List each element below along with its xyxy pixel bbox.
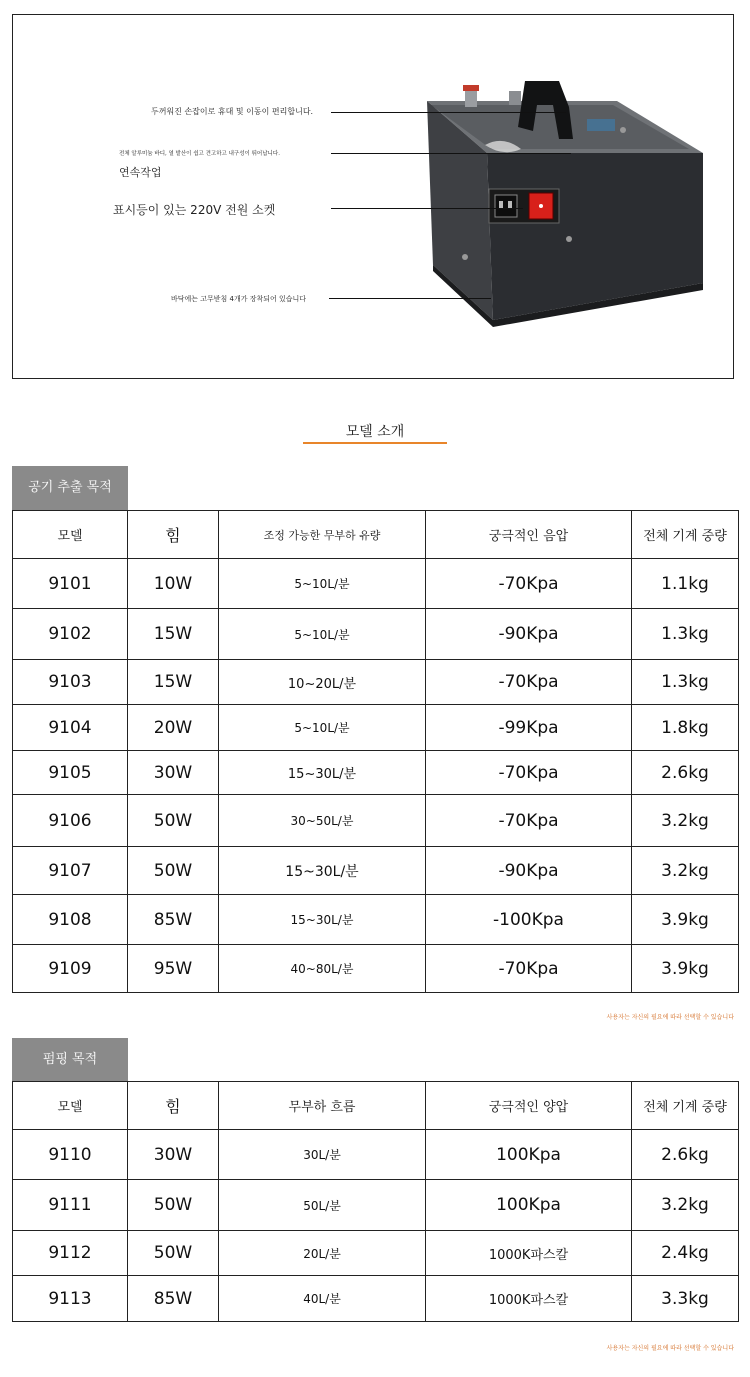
weight-cell: 3.9kg [632,945,739,993]
pressure-cell: 1000K파스칼 [426,1231,632,1276]
pressure-cell: -90Kpa [426,847,632,895]
weight-cell: 2.6kg [632,751,739,795]
weight-cell: 3.2kg [632,847,739,895]
weight-cell: 2.4kg [632,1231,739,1276]
pumping-table [12,1081,739,1322]
pressure-cell: -90Kpa [426,609,632,660]
header-weight: 전체 기계 중량 [632,1082,739,1130]
power-cell: 10W [128,559,219,609]
model-cell: 9106 [13,795,128,847]
weight-cell: 3.9kg [632,895,739,945]
section-title: 모델 소개 [345,424,405,440]
pump-selection-note: 사용자는 자신의 필요에 따라 선택할 수 있습니다 [606,1345,734,1352]
pressure-cell: -70Kpa [426,945,632,993]
air-extraction-table [12,510,739,993]
callout-line-body [331,153,571,154]
flow-cell: 30~50L/분 [219,795,426,847]
model-cell: 9102 [13,609,128,660]
table-header-row [13,1082,739,1130]
model-cell: 9101 [13,559,128,609]
flow-cell: 40~80L/분 [219,945,426,993]
power-cell: 20W [128,705,219,751]
header-model: 모델 [13,511,128,559]
flow-cell: 20L/분 [219,1231,426,1276]
flow-cell: 15~30L/분 [219,847,426,895]
power-cell: 50W [128,1180,219,1231]
model-cell: 9110 [13,1130,128,1180]
power-cell: 30W [128,1130,219,1180]
model-cell: 9112 [13,1231,128,1276]
callout-body: 전체 알루미늄 바디, 열 발산이 쉽고 견고하고 내구성이 뛰어납니다. [119,151,280,157]
weight-cell: 1.1kg [632,559,739,609]
power-cell: 30W [128,751,219,795]
callout-line-socket [331,208,523,209]
table-row [13,559,739,609]
model-cell: 9113 [13,1276,128,1322]
pressure-cell: -70Kpa [426,559,632,609]
table-row [13,895,739,945]
pressure-cell: 100Kpa [426,1180,632,1231]
model-cell: 9103 [13,660,128,705]
callout-line-handle [331,112,566,113]
callout-socket: 표시등이 있는 220V 전원 소켓 [113,203,276,217]
table-row [13,660,739,705]
callout-line-rubber-feet [329,298,491,299]
weight-cell: 3.2kg [632,795,739,847]
table-row [13,751,739,795]
header-weight: 전체 기계 중량 [632,511,739,559]
header-model: 모델 [13,1082,128,1130]
table-row [13,705,739,751]
header-power: 힘 [128,511,219,559]
flow-cell: 50L/분 [219,1180,426,1231]
power-cell: 95W [128,945,219,993]
table-row [13,1130,739,1180]
section-underline [303,442,447,444]
flow-cell: 30L/분 [219,1130,426,1180]
header-power: 힘 [128,1082,219,1130]
weight-cell: 1.3kg [632,660,739,705]
pumping-tag: 펌핑 목적 [12,1038,128,1082]
weight-cell: 3.3kg [632,1276,739,1322]
pressure-cell: -70Kpa [426,751,632,795]
flow-cell: 10~20L/분 [219,660,426,705]
power-cell: 85W [128,1276,219,1322]
table-row [13,847,739,895]
flow-cell: 5~10L/분 [219,609,426,660]
table-row [13,1231,739,1276]
power-cell: 50W [128,847,219,895]
power-cell: 85W [128,895,219,945]
product-image-panel [12,14,734,379]
flow-cell: 15~30L/분 [219,895,426,945]
vacuum-pump-device-image [13,15,735,380]
weight-cell: 1.3kg [632,609,739,660]
header-flow: 무부하 흐름 [219,1082,426,1130]
model-cell: 9104 [13,705,128,751]
table-row [13,1180,739,1231]
table-header-row [13,511,739,559]
flow-cell: 5~10L/분 [219,559,426,609]
pressure-cell: 100Kpa [426,1130,632,1180]
header-pressure: 궁극적인 음압 [426,511,632,559]
callout-handle: 두꺼워진 손잡이로 휴대 및 이동이 편리합니다. [151,107,314,116]
weight-cell: 3.2kg [632,1180,739,1231]
weight-cell: 2.6kg [632,1130,739,1180]
power-cell: 50W [128,795,219,847]
header-pressure: 궁극적인 양압 [426,1082,632,1130]
model-cell: 9109 [13,945,128,993]
flow-cell: 5~10L/분 [219,705,426,751]
table-row [13,795,739,847]
callout-rubber-feet: 바닥에는 고무받침 4개가 장착되어 있습니다 [171,295,307,303]
air-selection-note: 사용자는 자신의 필요에 따라 선택할 수 있습니다 [606,1014,734,1021]
table-row [13,1276,739,1322]
power-cell: 15W [128,660,219,705]
table-row [13,945,739,993]
air-extraction-tag: 공기 추출 목적 [12,466,128,510]
power-cell: 50W [128,1231,219,1276]
callout-continuous: 연속작업 [119,166,162,179]
flow-cell: 40L/분 [219,1276,426,1322]
table-row [13,609,739,660]
pressure-cell: -99Kpa [426,705,632,751]
pressure-cell: 1000K파스칼 [426,1276,632,1322]
model-cell: 9111 [13,1180,128,1231]
power-cell: 15W [128,609,219,660]
pressure-cell: -100Kpa [426,895,632,945]
weight-cell: 1.8kg [632,705,739,751]
header-flow: 조정 가능한 무부하 유량 [219,511,426,559]
pressure-cell: -70Kpa [426,795,632,847]
model-cell: 9105 [13,751,128,795]
pressure-cell: -70Kpa [426,660,632,705]
model-cell: 9107 [13,847,128,895]
flow-cell: 15~30L/분 [219,751,426,795]
model-cell: 9108 [13,895,128,945]
